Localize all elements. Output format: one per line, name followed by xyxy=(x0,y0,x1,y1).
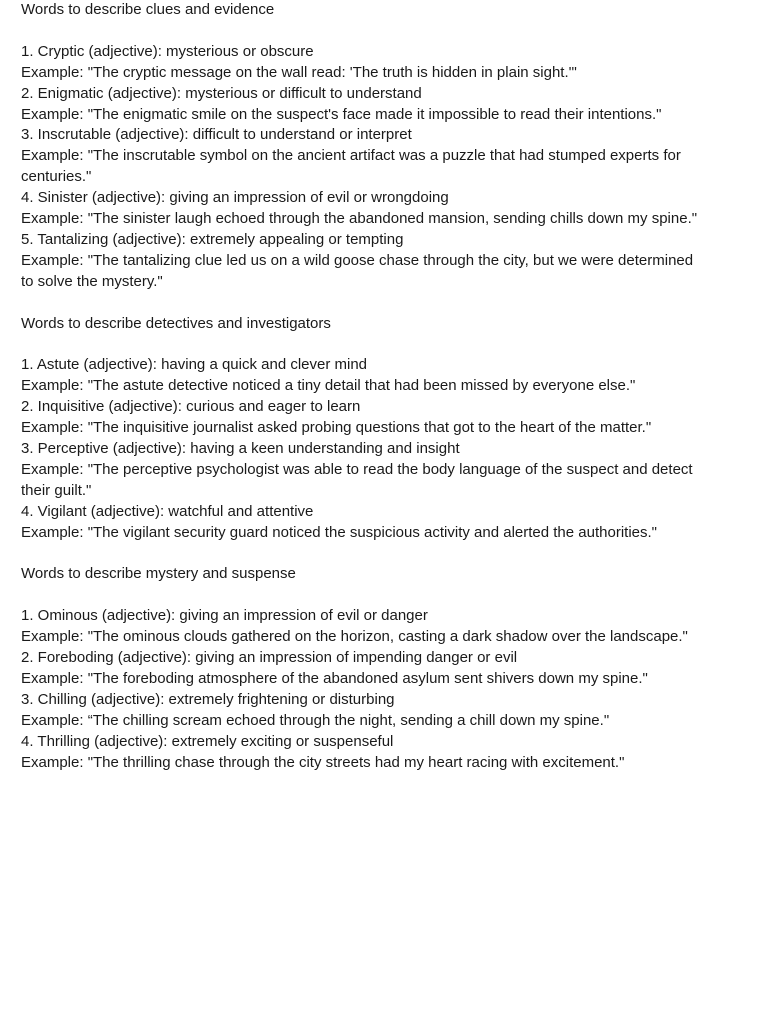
word-example: Example: "The vigilant security guard noticed the suspicious activity and alerted the authorities." xyxy=(21,523,657,541)
word-example: Example: "The perceptive psychologist was able to read the body language of the suspect and detect their guilt." xyxy=(21,460,693,499)
word-definition: 2. Inquisitive (adjective): curious and eager to learn xyxy=(21,398,361,416)
word-definition: 2. Foreboding (adjective): giving an impression of impending danger or evil xyxy=(21,649,518,667)
word-definition: 1. Astute (adjective): having a quick and clever mind xyxy=(21,356,368,374)
word-definition: 2. Enigmatic (adjective): mysterious or difficult to understand xyxy=(21,84,422,102)
word-example: Example: "The astute detective noticed a tiny detail that had been missed by everyone else." xyxy=(21,377,636,395)
word-example: Example: "The sinister laugh echoed through the abandoned mansion, sending chills down my spine." xyxy=(21,210,698,228)
section-heading: Words to describe clues and evidence xyxy=(21,1,275,18)
word-definition: 4. Thrilling (adjective): extremely exciting or suspenseful xyxy=(21,732,394,750)
section-heading: Words to describe detectives and investigators xyxy=(21,314,331,332)
word-definition: 3. Chilling (adjective): extremely frightening or disturbing xyxy=(21,690,395,708)
word-example: Example: "The tantalizing clue led us on a wild goose chase through the city, but we were determined to solve the mystery." xyxy=(21,251,694,290)
word-example: Example: "The inscrutable symbol on the ancient artifact was a puzzle that had stumped experts for centuries." xyxy=(21,147,681,186)
section-mystery-suspense xyxy=(21,564,701,773)
word-example: Example: "The cryptic message on the wall read: 'The truth is hidden in plain sight.'" xyxy=(21,63,577,81)
word-example: Example: "The inquisitive journalist asked probing questions that got to the heart of the matter." xyxy=(21,419,652,437)
word-definition: 4. Sinister (adjective): giving an impression of evil or wrongdoing xyxy=(21,189,449,207)
word-definition: 1. Ominous (adjective): giving an impression of evil or danger xyxy=(21,607,428,625)
word-example: Example: "The enigmatic smile on the suspect's face made it impossible to read their intentions." xyxy=(21,105,662,123)
word-example: Example: "The thrilling chase through the city streets had my heart racing with excitement." xyxy=(21,753,625,771)
word-definition: 3. Perceptive (adjective): having a keen understanding and insight xyxy=(21,439,460,457)
word-definition: 3. Inscrutable (adjective): difficult to understand or interpret xyxy=(21,126,412,144)
section-heading: Words to describe mystery and suspense xyxy=(21,565,296,583)
word-definition: 4. Vigilant (adjective): watchful and attentive xyxy=(21,502,314,520)
section-clues-evidence xyxy=(21,0,701,293)
section-detectives-investigators xyxy=(21,314,701,544)
word-definition: 5. Tantalizing (adjective): extremely appealing or tempting xyxy=(21,230,404,248)
word-definition: 1. Cryptic (adjective): mysterious or obscure xyxy=(21,42,314,60)
word-example: Example: "The ominous clouds gathered on the horizon, casting a dark shadow over the landscape." xyxy=(21,628,688,646)
document-body xyxy=(21,0,701,773)
word-example: Example: "The foreboding atmosphere of the abandoned asylum sent shivers down my spine." xyxy=(21,669,648,687)
word-example: Example: “The chilling scream echoed through the night, sending a chill down my spine." xyxy=(21,711,610,729)
